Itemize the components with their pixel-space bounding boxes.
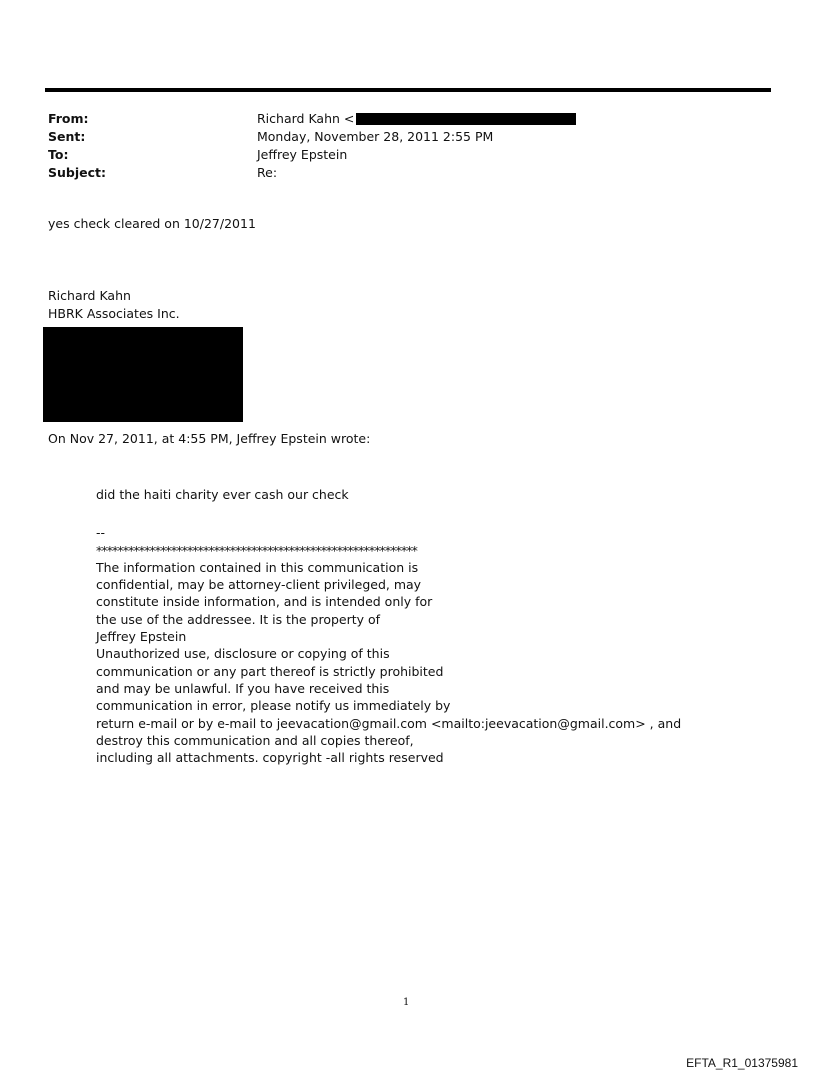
from-sender: Richard Kahn < bbox=[257, 111, 355, 126]
redaction-bar bbox=[356, 113, 576, 125]
subject-value: Re: bbox=[257, 165, 278, 180]
redaction-block bbox=[43, 327, 243, 422]
disclaimer-line: and may be unlawful. If you have received this bbox=[96, 680, 390, 696]
signature-name: Richard Kahn bbox=[48, 288, 131, 303]
to-value: Jeffrey Epstein bbox=[257, 147, 348, 162]
disclaimer-line: Jeffrey Epstein bbox=[96, 629, 187, 645]
subject-label: Subject: bbox=[48, 165, 106, 180]
from-value bbox=[257, 110, 576, 128]
signature-company: HBRK Associates Inc. bbox=[48, 306, 180, 321]
disclaimer-line: return e-mail or by e-mail to jeevacation@gmail.com <mailto:jeevacation@gmail.com> , and bbox=[96, 715, 682, 731]
disclaimer-line: The information contained in this communication is bbox=[96, 559, 419, 575]
quoted-message bbox=[96, 486, 681, 766]
disclaimer-line: the use of the addressee. It is the property of bbox=[96, 611, 381, 627]
sent-value: Monday, November 28, 2011 2:55 PM bbox=[257, 129, 494, 144]
quote-intro: On Nov 27, 2011, at 4:55 PM, Jeffrey Epstein wrote: bbox=[48, 431, 371, 446]
reply-text: yes check cleared on 10/27/2011 bbox=[48, 216, 256, 231]
disclaimer-line: confidential, may be attorney-client privileged, may bbox=[96, 577, 422, 593]
document-id: EFTA_R1_01375981 bbox=[686, 1056, 798, 1070]
disclaimer-line: communication or any part thereof is strictly prohibited bbox=[96, 663, 444, 679]
header-rule bbox=[45, 88, 771, 92]
quoted-text: did the haiti charity ever cash our check bbox=[96, 487, 349, 502]
to-label: To: bbox=[48, 147, 69, 162]
disclaimer-line: constitute inside information, and is intended only for bbox=[96, 594, 433, 610]
sent-label: Sent: bbox=[48, 129, 86, 144]
quote-spacer bbox=[96, 503, 681, 524]
disclaimer-line: destroy this communication and all copies thereof, bbox=[96, 732, 414, 748]
disclaimer-line: communication in error, please notify us immediately by bbox=[96, 698, 451, 714]
signature-separator: -- bbox=[96, 525, 106, 541]
page-number: 1 bbox=[403, 997, 410, 1008]
from-label: From: bbox=[48, 111, 89, 126]
star-divider: ************************************************************ bbox=[96, 542, 418, 558]
disclaimer-line: including all attachments. copyright -all rights reserved bbox=[96, 750, 444, 766]
disclaimer-line: Unauthorized use, disclosure or copying of this bbox=[96, 646, 390, 662]
